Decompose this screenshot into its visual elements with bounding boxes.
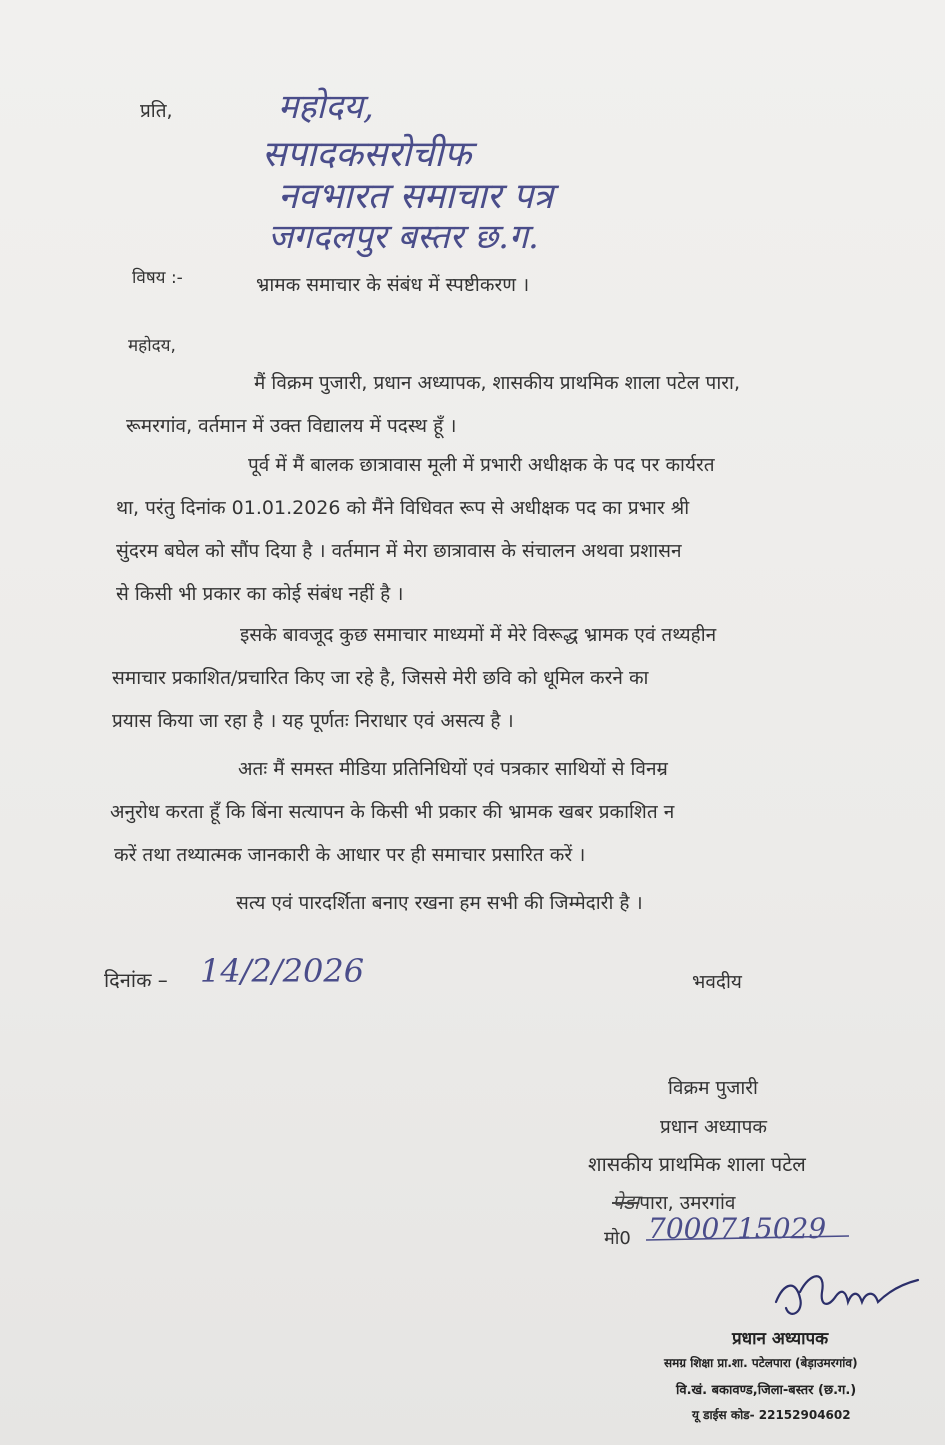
paragraph-line: प्रयास किया जा रहा है । यह पूर्णतः निराधार एवं असत्य है । — [112, 710, 514, 732]
paragraph-5 — [236, 882, 836, 925]
stamp-line-3: वि.खं. बकावण्ड,जिला-बस्तर (छ.ग.) — [676, 1383, 857, 1398]
closing: भवदीय — [692, 971, 742, 993]
stamp-line-1: प्रधान अध्यापक — [732, 1329, 829, 1349]
to-label: प्रति, — [140, 100, 173, 122]
paragraph-line: सुंदरम बघेल को सौंप दिया है । वर्तमान में मेरा छात्रावास के संचालन अथवा प्रशासन — [116, 540, 682, 562]
paragraph-4 — [110, 748, 885, 877]
paragraph-2 — [116, 444, 878, 616]
stamp-line-2: समग्र शिक्षा प्रा.शा. पटेलपारा (बेड़ाउमरगांव) — [664, 1356, 858, 1370]
subject-text: भ्रामक समाचार के संबंध में स्पष्टीकरण । — [256, 274, 530, 296]
paragraph-3 — [112, 614, 884, 743]
paragraph-line: से किसी भी प्रकार का कोई संबंध नहीं है । — [116, 583, 404, 605]
address-line-2: सपादकसरोचीफ — [262, 134, 472, 175]
date-value: 14/2/2026 — [200, 952, 365, 990]
address-line-3: नवभारत समाचार पत्र — [278, 176, 554, 217]
mobile-underline — [644, 1226, 854, 1246]
subject-label: विषय :- — [132, 268, 183, 288]
mobile-label: मो0 — [604, 1228, 631, 1249]
paragraph-line: रूमरगांव, वर्तमान में उक्त विद्यालय में पदस्थ हूँ । — [126, 415, 457, 437]
paragraph-line: अनुरोध करता हूँ कि बिंना सत्यापन के किसी भी प्रकार की भ्रामक खबर प्रकाशित न — [110, 801, 675, 823]
paragraph-line: इसके बावजूद कुछ समाचार माध्यमों में मेरे विरूद्ध भ्रामक एवं तथ्यहीन — [240, 624, 717, 646]
signer-designation: प्रधान अध्यापक — [660, 1116, 767, 1138]
stamp-line-4: यू डाईस कोड- 22152904602 — [692, 1408, 851, 1422]
paragraph-line: समाचार प्रकाशित/प्रचारित किए जा रहे है, जिससे मेरी छवि को धूमिल करने का — [112, 667, 649, 689]
paragraph-line: अतः मैं समस्त मीडिया प्रतिनिधियों एवं पत्रकार साथियों से विनम्र — [238, 758, 668, 780]
signature-mark — [766, 1262, 926, 1332]
paragraph-line: पूर्व में मैं बालक छात्रावास मूली में प्रभारी अधीक्षक के पद पर कार्यरत — [248, 454, 715, 476]
mobile-value: 7000715029 — [648, 1212, 827, 1245]
address-line-4: जगदलपुर बस्तर छ.ग. — [268, 217, 539, 257]
struck-word: पेडा — [612, 1190, 640, 1214]
school-line-1: शासकीय प्राथमिक शाला पटेल — [588, 1152, 806, 1176]
address-line-1: महोदय, — [278, 87, 374, 127]
paragraph-line: सत्य एवं पारदर्शिता बनाए रखना हम सभी की जिम्मेदारी है । — [236, 892, 643, 914]
paragraph-line: मैं विक्रम पुजारी, प्रधान अध्यापक, शासकीय प्राथमिक शाला पटेल पारा, — [254, 372, 740, 394]
school-line-2-text: पारा, उमरगांव — [639, 1192, 736, 1214]
signer-name: विक्रम पुजारी — [668, 1077, 758, 1099]
paragraph-line: था, परंतु दिनांक 01.01.2026 को मैंने विधिवत रूप से अधीक्षक पद का प्रभार श्री — [116, 497, 690, 519]
school-line-2 — [612, 1188, 735, 1215]
salutation: महोदय, — [128, 336, 176, 356]
paragraph-1 — [126, 362, 876, 448]
date-label: दिनांक – — [104, 968, 168, 992]
paragraph-line: करें तथा तथ्यात्मक जानकारी के आधार पर ही समाचार प्रसारित करें । — [114, 844, 586, 866]
